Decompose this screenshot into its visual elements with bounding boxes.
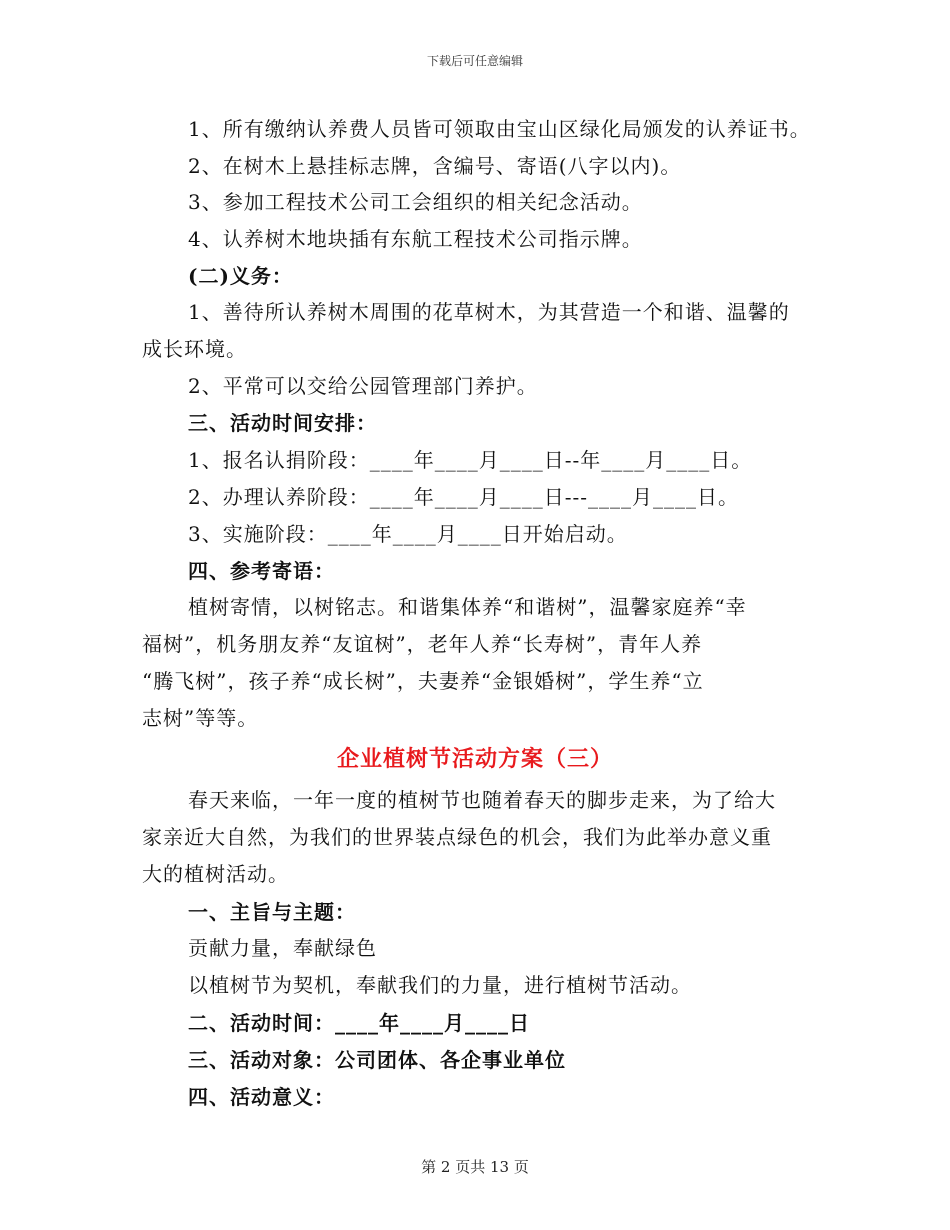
text-line: 1、善待所认养树木周围的花草树木，为其营造一个和谐、温馨的 — [188, 300, 790, 324]
text-line: 以植树节为契机，奉献我们的力量，进行植树节活动。 — [188, 973, 692, 997]
text-line: 志树”等等。 — [142, 706, 259, 730]
section-heading: 一、主旨与主题： — [188, 900, 356, 924]
section-heading: 四、参考寄语： — [188, 559, 335, 583]
page-header: 下载后可任意编辑 — [426, 54, 523, 68]
text-line: 大的植树活动。 — [142, 862, 289, 886]
text-line: “腾飞树”，孩子养“成长树”，夫妻养“金银婚树”，学生养“立 — [142, 669, 704, 693]
text-line: 福树”，机务朋友养“友谊树”，老年人养“长寿树”，青年人养 — [142, 632, 703, 656]
text-line: 1、所有缴纳认养费人员皆可领取由宝山区绿化局颁发的认养证书。 — [188, 117, 811, 141]
text-line: 成长环境。 — [142, 337, 247, 361]
text-line: 春天来临，一年一度的植树节也随着春天的脚步走来，为了给大 — [188, 788, 776, 812]
text-line: 2、在树木上悬挂标志牌，含编号、寄语(八字以内)。 — [188, 154, 682, 178]
text-line: 4、认养树木地块插有东航工程技术公司指示牌。 — [188, 227, 643, 251]
text-line: 贡献力量，奉献绿色 — [188, 936, 377, 960]
text-line: 2、平常可以交给公园管理部门养护。 — [188, 374, 538, 398]
section-heading: 三、活动对象：公司团体、各企事业单位 — [188, 1048, 566, 1072]
page-footer: 第 2 页共 13 页 — [421, 1158, 529, 1176]
text-line: 植树寄情，以树铭志。和谐集体养“和谐树”，温馨家庭养“幸 — [188, 595, 747, 619]
text-line: 3、实施阶段：____年____月____日开始启动。 — [188, 522, 628, 546]
text-line: 2、办理认养阶段：____年____月____日---____月____日。 — [188, 485, 739, 509]
section-heading: (二)义务： — [188, 264, 293, 288]
section-heading: 四、活动意义： — [188, 1085, 335, 1109]
section-heading: 二、活动时间：____年____月____日 — [188, 1011, 530, 1035]
text-line: 1、报名认捐阶段：____年____月____日--年____月____日。 — [188, 448, 753, 472]
section-heading: 三、活动时间安排： — [188, 411, 377, 435]
text-line: 3、参加工程技术公司工会组织的相关纪念活动。 — [188, 190, 643, 214]
text-line: 家亲近大自然，为我们的世界装点绿色的机会，我们为此举办意义重 — [142, 825, 772, 849]
section-title: 企业植树节活动方案（三） — [336, 746, 613, 772]
